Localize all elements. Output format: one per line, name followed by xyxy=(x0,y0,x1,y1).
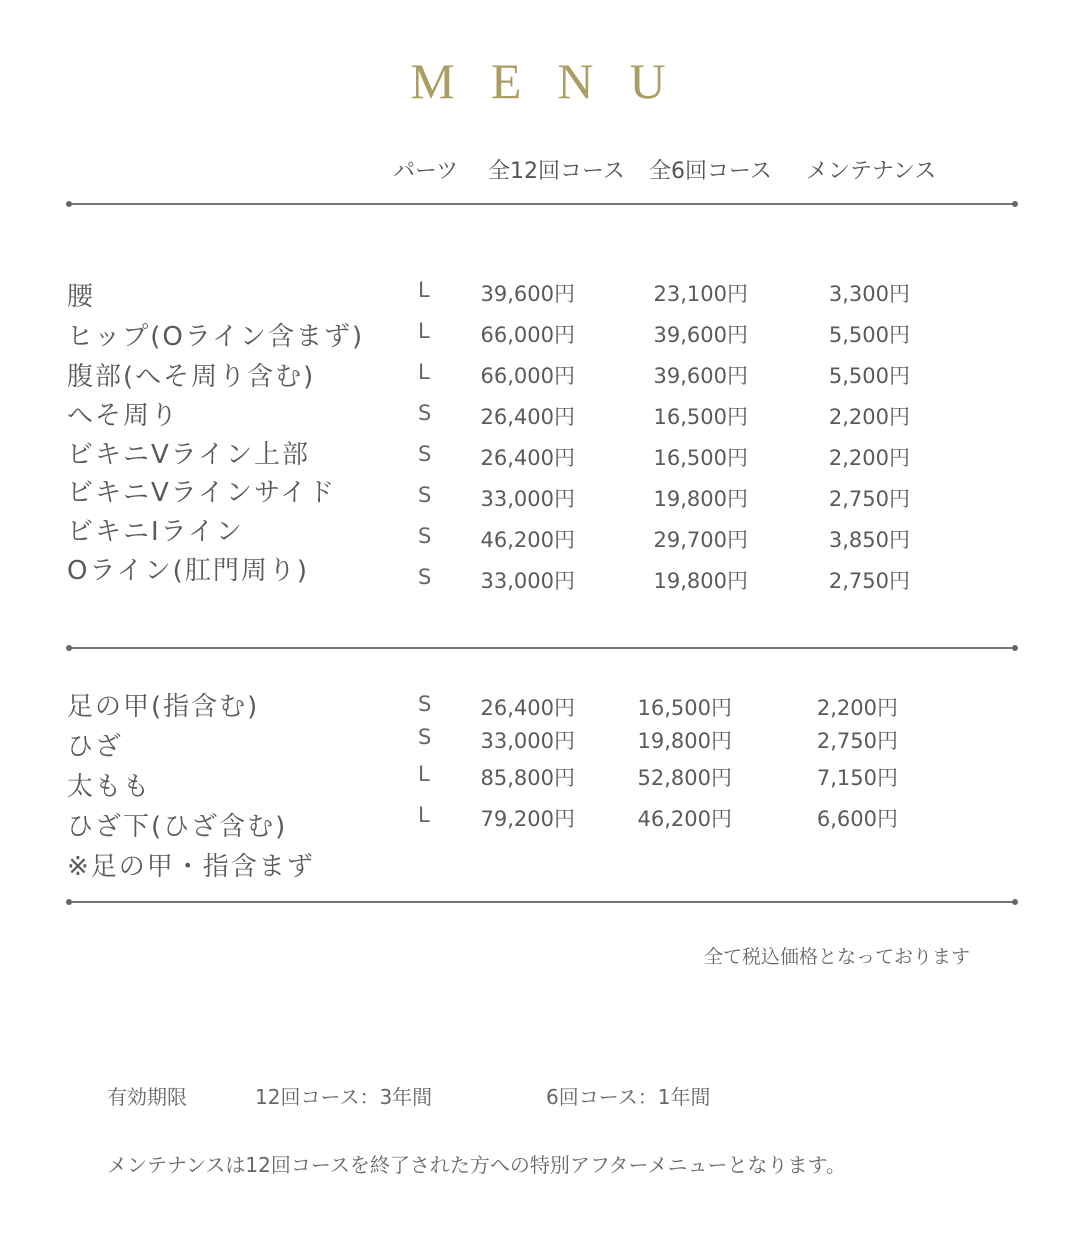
part-name: ビキニIライン xyxy=(67,517,244,547)
divider-top xyxy=(69,203,1015,205)
validity-12-course: 12回コース：3年間 xyxy=(255,1085,433,1109)
price-6: 46,200円 xyxy=(637,807,732,831)
price-6: 39,600円 xyxy=(653,364,748,388)
size-label: S xyxy=(418,483,432,507)
size-label: S xyxy=(418,692,432,716)
divider-middle xyxy=(69,647,1015,649)
size-label: L xyxy=(418,803,430,827)
part-name: ヒップ(Oライン含まず) xyxy=(67,322,365,352)
price-maintenance: 5,500円 xyxy=(828,364,910,388)
price-12: 46,200円 xyxy=(480,528,575,552)
part-name: へそ周り xyxy=(67,401,180,431)
price-6: 16,500円 xyxy=(653,405,748,429)
price-maintenance: 2,200円 xyxy=(828,446,910,470)
header-parts: パーツ xyxy=(393,159,459,184)
size-label: S xyxy=(418,565,432,589)
price-12: 39,600円 xyxy=(480,282,575,306)
size-label: S xyxy=(418,524,432,548)
size-label: L xyxy=(418,762,430,786)
price-6: 39,600円 xyxy=(653,323,748,347)
price-12: 26,400円 xyxy=(480,405,575,429)
price-12: 85,800円 xyxy=(480,766,575,790)
header-6-course: 全6回コース xyxy=(649,159,772,184)
size-label: L xyxy=(418,319,430,343)
size-label: S xyxy=(418,442,432,466)
header-maintenance: メンテナンス xyxy=(806,159,937,184)
validity-label: 有効期限 xyxy=(107,1085,187,1109)
price-12: 26,400円 xyxy=(480,696,575,720)
part-name: 足の甲(指含む) xyxy=(67,692,260,722)
price-12: 66,000円 xyxy=(480,364,575,388)
price-6: 19,800円 xyxy=(653,569,748,593)
price-6: 16,500円 xyxy=(637,696,732,720)
price-6: 23,100円 xyxy=(653,282,748,306)
tax-note: 全て税込価格となっております xyxy=(704,946,971,968)
part-name: 太もも xyxy=(67,772,152,802)
part-name: 腰 xyxy=(67,282,96,312)
section2-note: ※足の甲・指含まず xyxy=(67,852,315,882)
size-label: S xyxy=(418,725,432,749)
price-12: 33,000円 xyxy=(480,729,575,753)
price-12: 33,000円 xyxy=(480,487,575,511)
menu-title: MENU xyxy=(410,53,702,109)
part-name: ビキニVライン上部 xyxy=(67,440,311,470)
price-12: 26,400円 xyxy=(480,446,575,470)
validity-6-course: 6回コース：1年間 xyxy=(546,1085,711,1109)
part-name: ひざ下(ひざ含む) xyxy=(67,812,288,842)
price-6: 52,800円 xyxy=(637,766,732,790)
price-maintenance: 5,500円 xyxy=(828,323,910,347)
price-maintenance: 2,750円 xyxy=(828,487,910,511)
size-label: S xyxy=(418,401,432,425)
part-name: ひざ xyxy=(67,732,124,762)
size-label: L xyxy=(418,360,430,384)
price-maintenance: 6,600円 xyxy=(816,807,898,831)
price-12: 79,200円 xyxy=(480,807,575,831)
maintenance-note: メンテナンスは12回コースを終了された方への特別アフターメニューとなります。 xyxy=(107,1153,846,1177)
part-name: ビキニVラインサイド xyxy=(67,478,337,508)
price-maintenance: 2,200円 xyxy=(828,405,910,429)
price-12: 66,000円 xyxy=(480,323,575,347)
part-name: 腹部(へそ周り含む) xyxy=(67,362,316,392)
part-name: Oライン(肛門周り) xyxy=(67,556,309,586)
price-maintenance: 3,300円 xyxy=(828,282,910,306)
price-maintenance: 7,150円 xyxy=(816,766,898,790)
price-maintenance: 3,850円 xyxy=(828,528,910,552)
price-maintenance: 2,200円 xyxy=(816,696,898,720)
header-12-course: 全12回コース xyxy=(488,159,625,184)
price-12: 33,000円 xyxy=(480,569,575,593)
price-maintenance: 2,750円 xyxy=(828,569,910,593)
price-6: 19,800円 xyxy=(637,729,732,753)
divider-bottom xyxy=(69,901,1015,903)
price-6: 19,800円 xyxy=(653,487,748,511)
price-6: 16,500円 xyxy=(653,446,748,470)
size-label: L xyxy=(418,278,430,302)
price-maintenance: 2,750円 xyxy=(816,729,898,753)
price-6: 29,700円 xyxy=(653,528,748,552)
